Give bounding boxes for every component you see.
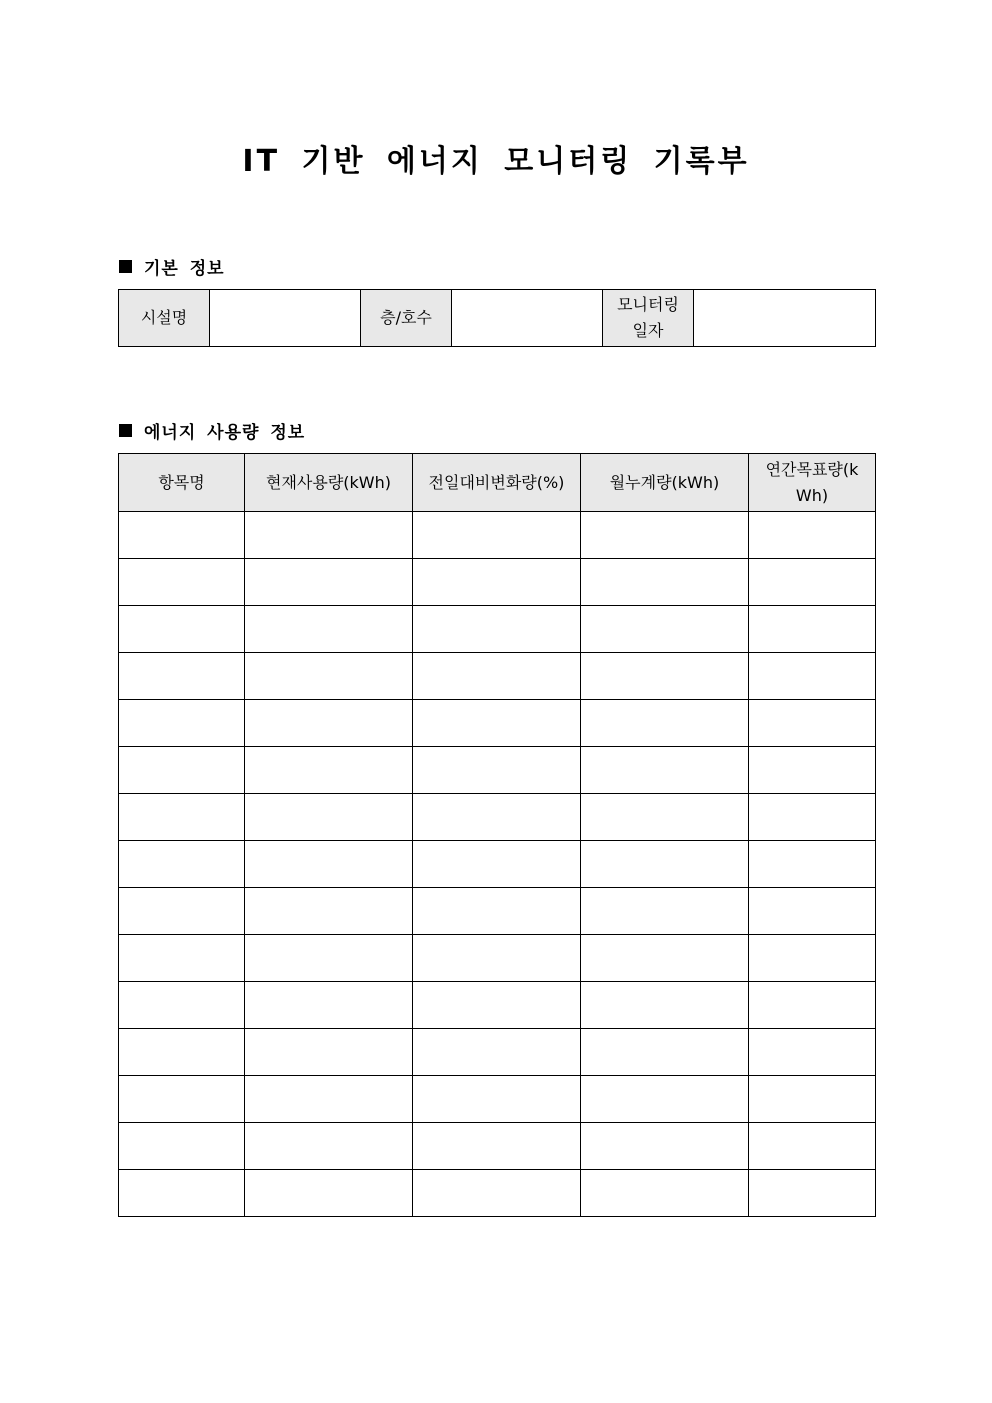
daily-change-cell[interactable] [413,1029,581,1076]
monthly-total-cell[interactable] [581,653,749,700]
annual-target-cell[interactable] [749,1029,876,1076]
floor-room-field[interactable] [452,290,603,347]
current-usage-cell[interactable] [245,747,413,794]
column-header-monthly-total: 월누계량(kWh) [581,454,749,512]
table-row [119,841,876,888]
item-name-cell[interactable] [119,1170,245,1217]
annual-target-cell[interactable] [749,982,876,1029]
monitoring-date-field[interactable] [694,290,876,347]
current-usage-cell[interactable] [245,794,413,841]
column-header-daily-change: 전일대비변화량(%) [413,454,581,512]
table-row [119,559,876,606]
item-name-cell[interactable] [119,700,245,747]
item-name-cell[interactable] [119,747,245,794]
table-row [119,512,876,559]
daily-change-cell[interactable] [413,653,581,700]
monthly-total-cell[interactable] [581,1123,749,1170]
monthly-total-cell[interactable] [581,606,749,653]
item-name-cell[interactable] [119,512,245,559]
monthly-total-cell[interactable] [581,512,749,559]
monthly-total-cell[interactable] [581,700,749,747]
annual-target-cell[interactable] [749,512,876,559]
annual-target-cell[interactable] [749,1170,876,1217]
current-usage-cell[interactable] [245,1029,413,1076]
current-usage-cell[interactable] [245,888,413,935]
daily-change-cell[interactable] [413,1123,581,1170]
monthly-total-cell[interactable] [581,982,749,1029]
energy-usage-heading-text: 에너지 사용량 정보 [144,423,306,443]
annual-target-cell[interactable] [749,841,876,888]
item-name-cell[interactable] [119,1123,245,1170]
table-row [119,1123,876,1170]
current-usage-cell[interactable] [245,606,413,653]
item-name-cell[interactable] [119,653,245,700]
daily-change-cell[interactable] [413,935,581,982]
monthly-total-cell[interactable] [581,1076,749,1123]
table-row [119,606,876,653]
monthly-total-cell[interactable] [581,888,749,935]
table-row [119,888,876,935]
table-row [119,794,876,841]
daily-change-cell[interactable] [413,1076,581,1123]
annual-target-cell[interactable] [749,888,876,935]
item-name-cell[interactable] [119,888,245,935]
item-name-cell[interactable] [119,935,245,982]
table-body [119,512,876,1217]
monthly-total-cell[interactable] [581,1029,749,1076]
item-name-cell[interactable] [119,794,245,841]
current-usage-cell[interactable] [245,935,413,982]
column-header-item-name: 항목명 [119,454,245,512]
table-header-row [119,454,876,512]
current-usage-cell[interactable] [245,1123,413,1170]
annual-target-cell[interactable] [749,606,876,653]
daily-change-cell[interactable] [413,512,581,559]
square-bullet-icon [119,260,132,273]
monthly-total-cell[interactable] [581,794,749,841]
annual-target-cell[interactable] [749,935,876,982]
square-bullet-icon [119,424,132,437]
column-header-current-usage: 현재사용량(kWh) [245,454,413,512]
table-row [119,935,876,982]
monthly-total-cell[interactable] [581,747,749,794]
column-header-annual-target: 연간목표량(kWh) [749,454,876,512]
table-row [119,747,876,794]
current-usage-cell[interactable] [245,512,413,559]
basic-info-heading [119,254,225,279]
monthly-total-cell[interactable] [581,935,749,982]
daily-change-cell[interactable] [413,841,581,888]
item-name-cell[interactable] [119,982,245,1029]
current-usage-cell[interactable] [245,653,413,700]
annual-target-cell[interactable] [749,700,876,747]
current-usage-cell[interactable] [245,841,413,888]
daily-change-cell[interactable] [413,982,581,1029]
annual-target-cell[interactable] [749,653,876,700]
table-row [119,1170,876,1217]
document-title: IT 기반 에너지 모니터링 기록부 [242,144,750,179]
daily-change-cell[interactable] [413,888,581,935]
item-name-cell[interactable] [119,559,245,606]
item-name-cell[interactable] [119,1076,245,1123]
annual-target-cell[interactable] [749,559,876,606]
annual-target-cell[interactable] [749,1076,876,1123]
table-row [119,700,876,747]
basic-info-heading-text: 기본 정보 [144,259,225,279]
table-row [119,653,876,700]
facility-field[interactable] [210,290,361,347]
basic-info-row [119,290,876,347]
current-usage-cell[interactable] [245,982,413,1029]
current-usage-cell[interactable] [245,1076,413,1123]
energy-usage-heading [119,418,305,443]
table-row [119,1029,876,1076]
facility-label: 시설명 [119,290,210,347]
daily-change-cell[interactable] [413,1170,581,1217]
monthly-total-cell[interactable] [581,841,749,888]
item-name-cell[interactable] [119,606,245,653]
current-usage-cell[interactable] [245,1170,413,1217]
current-usage-cell[interactable] [245,559,413,606]
item-name-cell[interactable] [119,841,245,888]
monitoring-date-label: 모니터링 일자 [603,290,694,347]
item-name-cell[interactable] [119,1029,245,1076]
current-usage-cell[interactable] [245,700,413,747]
table-row [119,982,876,1029]
annual-target-cell[interactable] [749,794,876,841]
monthly-total-cell[interactable] [581,559,749,606]
energy-usage-table [118,453,876,1217]
daily-change-cell[interactable] [413,700,581,747]
annual-target-cell[interactable] [749,1123,876,1170]
daily-change-cell[interactable] [413,559,581,606]
daily-change-cell[interactable] [413,747,581,794]
table-row [119,1076,876,1123]
basic-info-table [118,289,876,347]
daily-change-cell[interactable] [413,606,581,653]
daily-change-cell[interactable] [413,794,581,841]
monthly-total-cell[interactable] [581,1170,749,1217]
floor-room-label: 층/호수 [361,290,452,347]
annual-target-cell[interactable] [749,747,876,794]
